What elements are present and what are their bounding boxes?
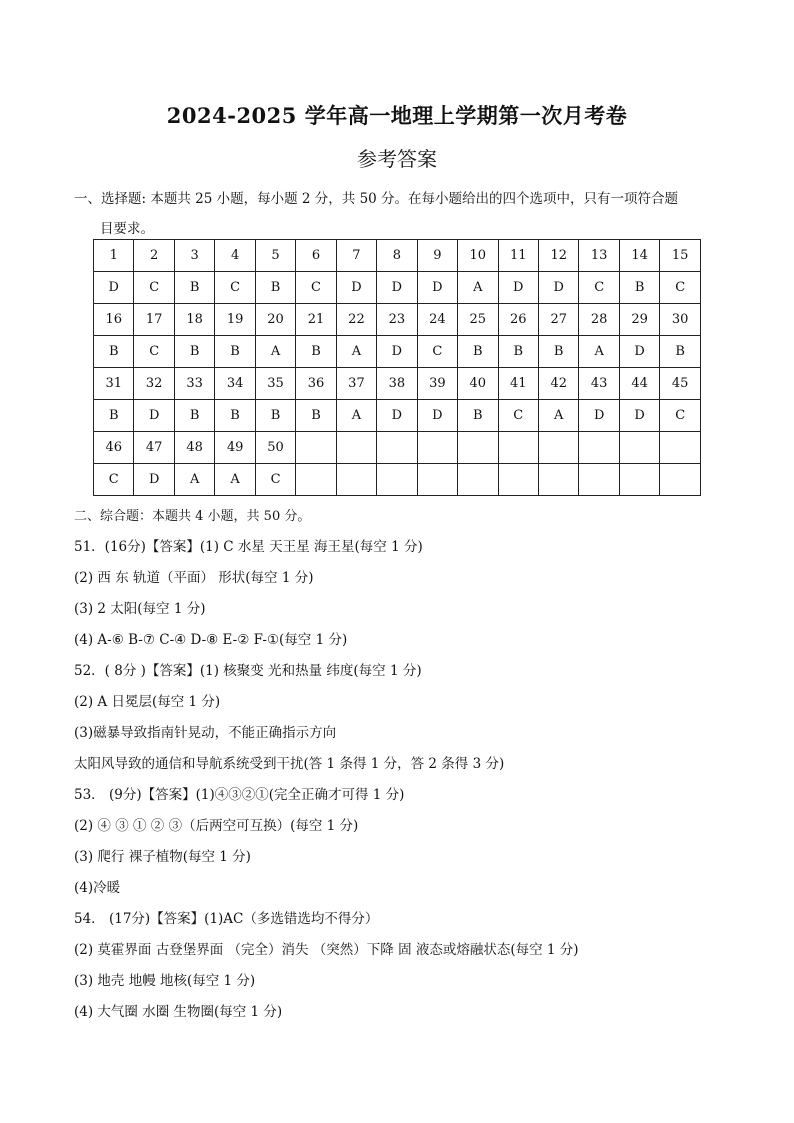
answer-line: 53． (9分)【答案】(1)④③②①(完全正确才可得 1 分) <box>74 787 405 803</box>
table-cell: B <box>94 400 134 432</box>
table-cell: 35 <box>255 368 295 400</box>
answer-line: 54． (17分)【答案】(1)AC（多选错选均不得分） <box>74 911 379 927</box>
table-cell <box>538 432 578 464</box>
table-cell: 38 <box>377 368 417 400</box>
table-cell: D <box>417 400 457 432</box>
table-cell <box>660 464 701 496</box>
table-cell: 16 <box>94 304 134 336</box>
answer-line: (4) A-⑥ B-⑦ C-④ D-⑧ E-② F-①(每空 1 分) <box>74 632 348 648</box>
table-cell: 40 <box>458 368 498 400</box>
table-cell: B <box>458 400 498 432</box>
table-cell: D <box>377 336 417 368</box>
table-cell: C <box>579 272 619 304</box>
table-cell: A <box>174 464 214 496</box>
table-row <box>94 304 701 336</box>
table-cell <box>498 464 538 496</box>
table-cell <box>377 432 417 464</box>
table-cell: 25 <box>458 304 498 336</box>
table-cell: D <box>619 400 659 432</box>
table-cell: 33 <box>174 368 214 400</box>
answer-line: (3) 2 太阳(每空 1 分) <box>74 601 206 617</box>
answer-line: (3)磁暴导致指南针晃动，不能正确指示方向 <box>74 725 337 741</box>
table-cell: 26 <box>498 304 538 336</box>
answer-line: (3) 地壳 地幔 地核(每空 1 分) <box>74 973 256 989</box>
table-cell: 37 <box>336 368 376 400</box>
table-cell <box>296 432 336 464</box>
table-cell <box>660 432 701 464</box>
table-cell: C <box>296 272 336 304</box>
table-cell: A <box>336 336 376 368</box>
table-cell: 15 <box>660 240 701 272</box>
table-cell: 36 <box>296 368 336 400</box>
table-cell: 27 <box>538 304 578 336</box>
table-cell: B <box>660 336 701 368</box>
table-cell: D <box>134 464 174 496</box>
table-cell: 11 <box>498 240 538 272</box>
table-cell <box>498 432 538 464</box>
table-cell: D <box>538 272 578 304</box>
table-cell: A <box>538 400 578 432</box>
table-cell: C <box>417 336 457 368</box>
table-cell: 14 <box>619 240 659 272</box>
table-cell: 32 <box>134 368 174 400</box>
table-cell: B <box>174 336 214 368</box>
table-cell: A <box>336 400 376 432</box>
table-cell: 3 <box>174 240 214 272</box>
table-cell <box>458 432 498 464</box>
table-cell <box>417 432 457 464</box>
page-subtitle: 参考答案 <box>357 147 437 171</box>
table-cell: D <box>94 272 134 304</box>
table-cell: 30 <box>660 304 701 336</box>
table-cell: 8 <box>377 240 417 272</box>
comprehensive-answers <box>74 532 754 1028</box>
table-cell: 43 <box>579 368 619 400</box>
table-cell: 10 <box>458 240 498 272</box>
answer-line: (4)冷暖 <box>74 880 121 896</box>
table-cell <box>377 464 417 496</box>
answer-line: (2) 西 东 轨道（平面） 形状(每空 1 分) <box>74 570 314 586</box>
table-cell <box>458 464 498 496</box>
table-cell: 6 <box>296 240 336 272</box>
table-cell: 28 <box>579 304 619 336</box>
answer-line: (3) 爬行 裸子植物(每空 1 分) <box>74 849 251 865</box>
table-cell: C <box>94 464 134 496</box>
table-cell <box>296 464 336 496</box>
table-row <box>94 368 701 400</box>
table-cell: 44 <box>619 368 659 400</box>
table-cell <box>336 464 376 496</box>
table-cell: B <box>174 272 214 304</box>
table-cell <box>619 464 659 496</box>
answer-line: (2) ④ ③ ① ② ③（后两空可互换）(每空 1 分) <box>74 818 359 834</box>
table-row <box>94 272 701 304</box>
table-cell: 2 <box>134 240 174 272</box>
table-cell: C <box>660 272 701 304</box>
table-cell: C <box>660 400 701 432</box>
table-cell: 22 <box>336 304 376 336</box>
table-cell: C <box>215 272 255 304</box>
table-cell: 24 <box>417 304 457 336</box>
table-cell <box>336 432 376 464</box>
section-1-line-2: 目要求。 <box>100 221 154 237</box>
table-cell <box>538 464 578 496</box>
table-cell: 5 <box>255 240 295 272</box>
table-cell: B <box>296 336 336 368</box>
table-cell: B <box>538 336 578 368</box>
table-row <box>94 240 701 272</box>
table-cell: D <box>619 336 659 368</box>
table-cell <box>619 432 659 464</box>
table-cell: 13 <box>579 240 619 272</box>
table-row <box>94 400 701 432</box>
table-cell: D <box>498 272 538 304</box>
answer-line: 太阳风导致的通信和导航系统受到干扰(答 1 条得 1 分，答 2 条得 3 分) <box>74 756 505 772</box>
page-title: 2024-2025 学年高一地理上学期第一次月考卷 <box>166 103 628 128</box>
table-cell: C <box>498 400 538 432</box>
table-cell: B <box>458 336 498 368</box>
table-cell: C <box>255 464 295 496</box>
answer-table <box>93 239 701 496</box>
table-cell: 18 <box>174 304 214 336</box>
table-cell: 23 <box>377 304 417 336</box>
table-cell: 39 <box>417 368 457 400</box>
table-cell: B <box>296 400 336 432</box>
table-cell: 48 <box>174 432 214 464</box>
table-cell: 20 <box>255 304 295 336</box>
answer-line: 51．(16分)【答案】(1) C 水星 天王星 海王星(每空 1 分) <box>74 539 423 555</box>
table-cell: 19 <box>215 304 255 336</box>
table-cell <box>579 464 619 496</box>
section-1-line-1: 一、选择题: 本题共 25 小题，每小题 2 分，共 50 分。在每小题给出的四个选项中，只有一项符合题 <box>74 191 679 207</box>
table-cell: 31 <box>94 368 134 400</box>
table-cell: B <box>619 272 659 304</box>
table-cell: A <box>458 272 498 304</box>
table-cell: B <box>255 272 295 304</box>
table-cell: 46 <box>94 432 134 464</box>
table-row <box>94 336 701 368</box>
table-row <box>94 432 701 464</box>
table-cell: 17 <box>134 304 174 336</box>
table-cell: D <box>377 400 417 432</box>
table-cell: 7 <box>336 240 376 272</box>
table-cell: D <box>377 272 417 304</box>
table-cell: 9 <box>417 240 457 272</box>
answer-line: (4) 大气圈 水圈 生物圈(每空 1 分) <box>74 1004 283 1020</box>
answer-line: (2) A 日冕层(每空 1 分) <box>74 694 221 710</box>
table-cell: 29 <box>619 304 659 336</box>
table-cell: A <box>255 336 295 368</box>
table-cell: D <box>579 400 619 432</box>
table-cell: B <box>94 336 134 368</box>
table-cell: 41 <box>498 368 538 400</box>
table-cell: D <box>134 400 174 432</box>
table-cell: C <box>134 336 174 368</box>
table-cell: 50 <box>255 432 295 464</box>
table-cell: 21 <box>296 304 336 336</box>
table-cell: A <box>215 464 255 496</box>
table-cell <box>579 432 619 464</box>
table-cell: B <box>174 400 214 432</box>
table-cell: D <box>417 272 457 304</box>
table-cell: B <box>215 336 255 368</box>
answer-line: (2) 莫霍界面 古登堡界面 （完全）消失 （突然）下降 固 液态或熔融状态(每空 1 分) <box>74 942 579 958</box>
table-cell: D <box>336 272 376 304</box>
table-cell: A <box>579 336 619 368</box>
table-cell: 45 <box>660 368 701 400</box>
section-2-heading: 二、综合题：本题共 4 小题，共 50 分。 <box>74 509 311 524</box>
table-cell: 34 <box>215 368 255 400</box>
answer-line: 52．( 8分 )【答案】(1) 核聚变 光和热量 纬度(每空 1 分) <box>74 663 422 679</box>
table-cell: 49 <box>215 432 255 464</box>
table-cell: 42 <box>538 368 578 400</box>
table-cell: 4 <box>215 240 255 272</box>
table-row <box>94 464 701 496</box>
table-cell: 12 <box>538 240 578 272</box>
table-cell <box>417 464 457 496</box>
table-cell: 47 <box>134 432 174 464</box>
table-cell: B <box>215 400 255 432</box>
table-cell: C <box>134 272 174 304</box>
table-cell: B <box>498 336 538 368</box>
table-cell: 1 <box>94 240 134 272</box>
table-cell: B <box>255 400 295 432</box>
section-1-instructions <box>74 184 734 244</box>
